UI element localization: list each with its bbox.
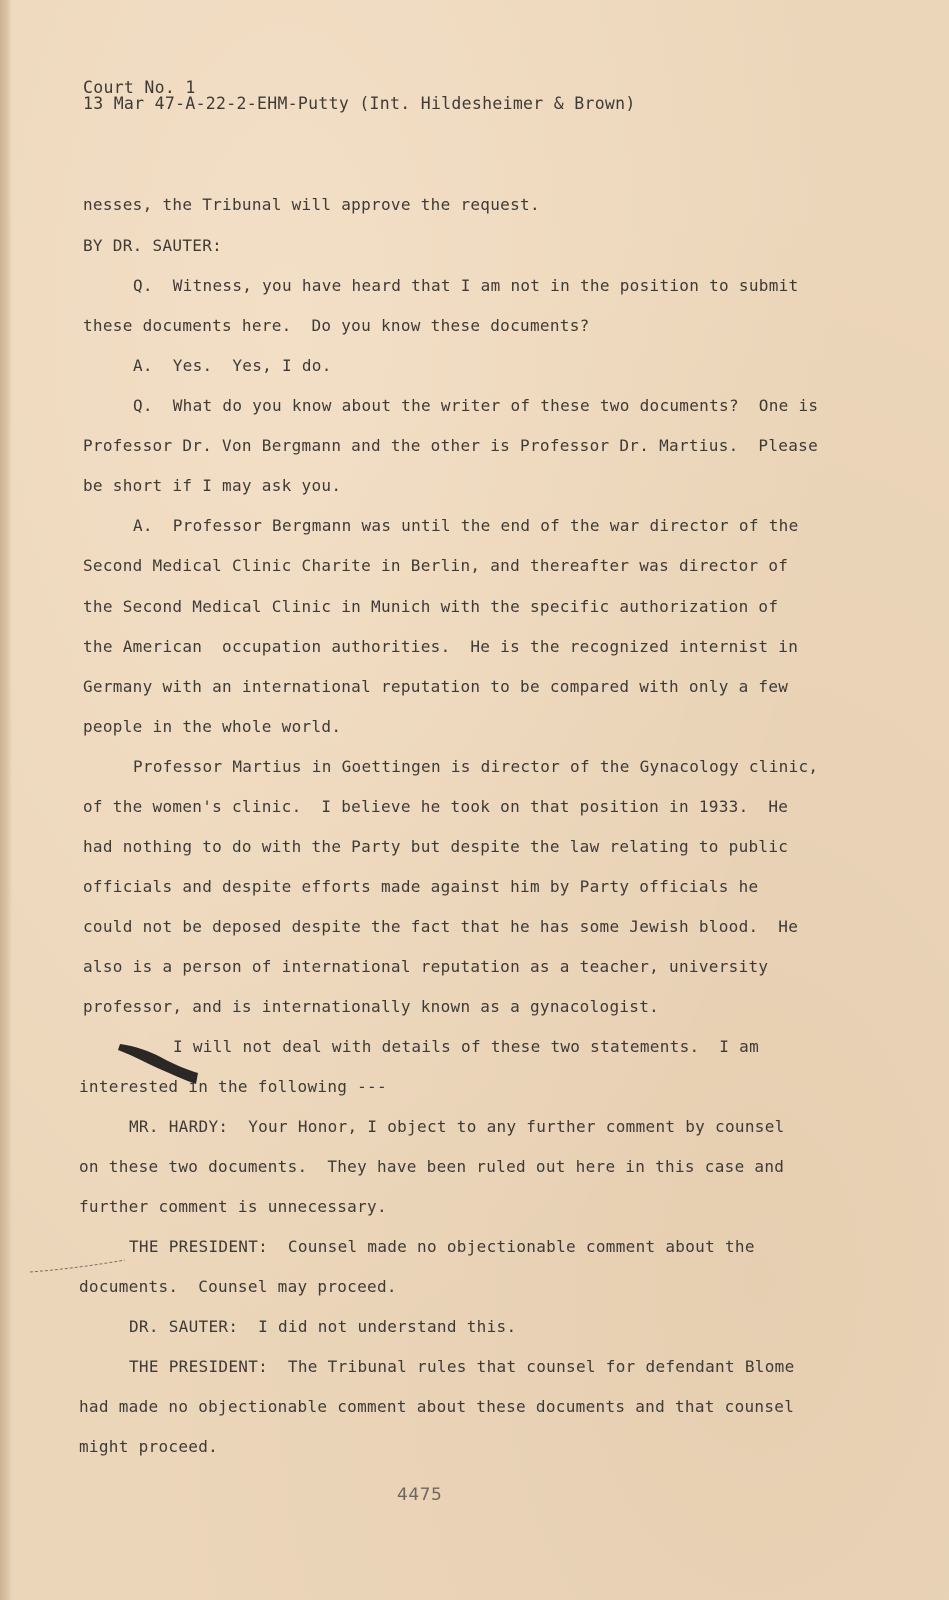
text-line: had made no objectionable comment about these documents and that counsel [79, 1397, 795, 1416]
text-line: Professor Dr. Von Bergmann and the other is Professor Dr. Martius. Please [83, 436, 819, 455]
text-line: further comment is unnecessary. [79, 1197, 387, 1216]
speaker-line: DR. SAUTER: I did not understand this. [129, 1317, 517, 1336]
text-line: I will not deal with details of these two statements. I am [173, 1037, 760, 1056]
text-line: officials and despite efforts made against him by Party officials he [83, 877, 759, 896]
speaker-line: THE PRESIDENT: The Tribunal rules that counsel for defendant Blome [129, 1357, 795, 1376]
text-line: had nothing to do with the Party but despite the law relating to public [83, 837, 789, 856]
ink-blot-mark [118, 1040, 203, 1090]
text-line: be short if I may ask you. [83, 476, 342, 495]
text-line: on these two documents. They have been ruled out here in this case and [79, 1157, 785, 1176]
text-line: professor, and is internationally known as a gynacologist. [83, 997, 660, 1016]
text-line: these documents here. Do you know these documents? [83, 316, 590, 335]
page-number: 4475 [397, 1485, 443, 1505]
text-line: the Second Medical Clinic in Munich with the specific authorization of [83, 597, 779, 616]
margin-pencil-mark [30, 1258, 130, 1278]
text-line: documents. Counsel may proceed. [79, 1277, 397, 1296]
text-line: Germany with an international reputation to be compared with only a few [83, 677, 789, 696]
speaker-line: THE PRESIDENT: Counsel made no objectionable comment about the [129, 1237, 755, 1256]
text-line: nesses, the Tribunal will approve the request. [83, 195, 540, 214]
speaker-line: MR. HARDY: Your Honor, I object to any further comment by counsel [129, 1117, 785, 1136]
answer-line: A. Professor Bergmann was until the end of the war director of the [133, 516, 799, 535]
text-line: could not be deposed despite the fact that he has some Jewish blood. He [83, 917, 799, 936]
question-line: Q. What do you know about the writer of these two documents? One is [133, 396, 819, 415]
question-line: Q. Witness, you have heard that I am not in the position to submit [133, 276, 799, 295]
text-line: might proceed. [79, 1437, 219, 1456]
text-line: also is a person of international reputation as a teacher, university [83, 957, 769, 976]
text-line: Second Medical Clinic Charite in Berlin, and thereafter was director of [83, 556, 789, 575]
text-line: of the women's clinic. I believe he took on that position in 1933. He [83, 797, 789, 816]
session-header: 13 Mar 47-A-22-2-EHM-Putty (Int. Hildesheimer & Brown) [83, 94, 636, 113]
answer-line: A. Yes. Yes, I do. [133, 356, 332, 375]
text-line: people in the whole world. [83, 717, 342, 736]
text-line: the American occupation authorities. He is the recognized internist in [83, 637, 799, 656]
court-header: Court No. 1 [83, 78, 196, 97]
speaker-line: BY DR. SAUTER: [83, 236, 223, 255]
text-line: Professor Martius in Goettingen is director of the Gynacology clinic, [133, 757, 819, 776]
text-line: interested in the following --- [79, 1077, 387, 1096]
